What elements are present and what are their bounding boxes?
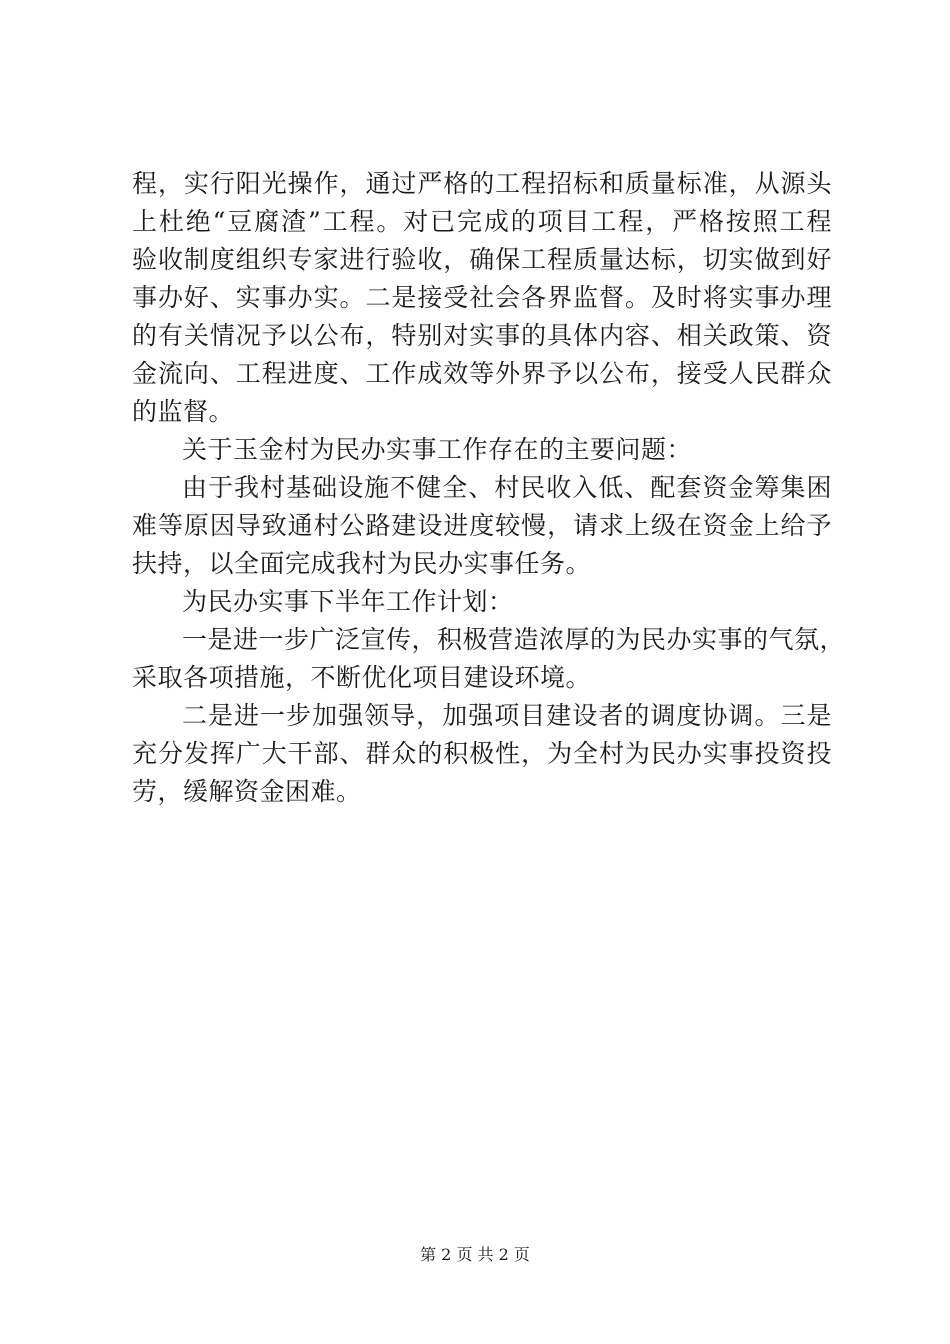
document-body — [132, 165, 846, 811]
text-line: 由于我村基础设施不健全、村民收入低、配套资金筹集困 — [182, 473, 832, 502]
section-heading: 为民办实事下半年工作计划： — [182, 587, 514, 616]
text-line: 一是进一步广泛宣传，积极营造浓厚的为民办实事的气氛， — [182, 625, 846, 654]
text-line: 事办好、实事办实。二是接受社会各界监督。及时将实事办理 — [132, 283, 832, 312]
text-line: 的有关情况予以公布，特别对实事的具体内容、相关政策、资 — [132, 321, 832, 350]
text-line: 劳，缓解资金困难。 — [132, 777, 362, 806]
text-line: 金流向、工程进度、工作成效等外界予以公布，接受人民群众 — [132, 359, 832, 388]
page-footer: 第 2 页 共 2 页 — [420, 1245, 530, 1264]
text-line: 上杜绝“豆腐渣”工程。对已完成的项目工程，严格按照工程 — [132, 207, 832, 236]
text-line: 验收制度组织专家进行验收，确保工程质量达标，切实做到好 — [132, 245, 832, 274]
text-line: 的监督。 — [132, 397, 235, 426]
text-line: 充分发挥广大干部、群众的积极性，为全村为民办实事投资投 — [132, 739, 832, 768]
text-line: 扶持，以全面完成我村为民办实事任务。 — [132, 549, 592, 578]
text-line: 程，实行阳光操作，通过严格的工程招标和质量标准，从源头 — [132, 169, 832, 198]
section-heading: 关于玉金村为民办实事工作存在的主要问题： — [182, 435, 693, 464]
text-line: 难等原因导致通村公路建设进度较慢，请求上级在资金上给予 — [132, 511, 832, 540]
text-line: 采取各项措施，不断优化项目建设环境。 — [132, 663, 592, 692]
text-line: 二是进一步加强领导，加强项目建设者的调度协调。三是 — [182, 701, 832, 730]
